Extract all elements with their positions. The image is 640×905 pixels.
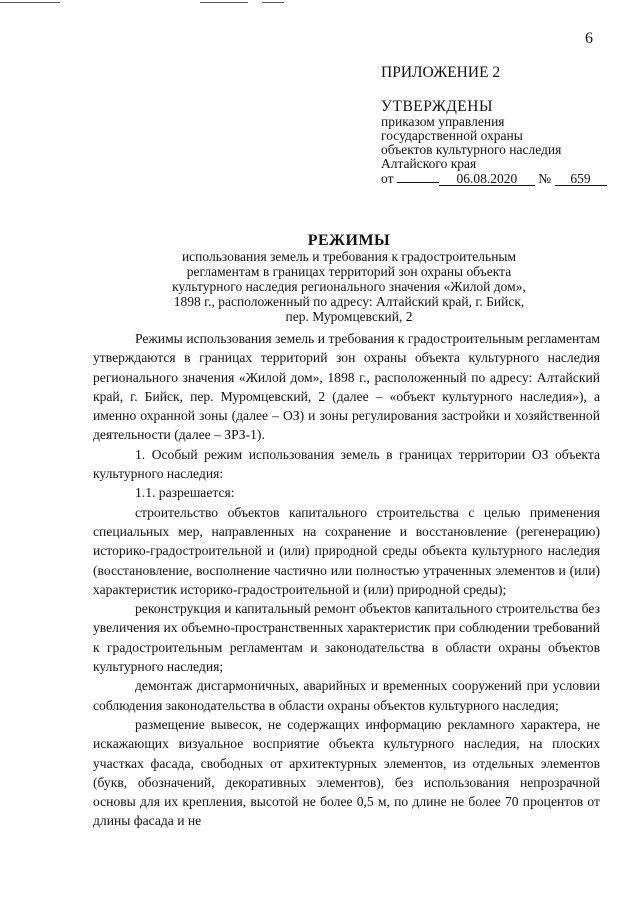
order-number: 659 xyxy=(555,172,607,186)
subtitle-line: использования земель и требования к градостроительным xyxy=(181,249,517,264)
order-line: государственной охраны xyxy=(381,128,523,143)
scan-mark-middle xyxy=(200,2,248,3)
number-label: № xyxy=(538,171,552,186)
subtitle-line: регламентам в границах территорий зон охраны объекта xyxy=(186,264,512,279)
list-paragraph: строительство объектов капитального строительства с целью применения специальных мер, направленных на сохранение и восстановление (регенерацию) историко-градостроительной и (или) природной среды объекта культурного наследия (восстановление, восполнение частично или полностью утраченных элементов и (или) характеристик историко-градостроительной и (или) природной среды); xyxy=(93,504,600,597)
list-paragraph: реконструкция и капитальный ремонт объектов капитального строительства без увеличения их объемно-пространственных характеристик при соблюдении требований к градостроительным регламентам и законодательства в области охраны объектов культурного наследия; xyxy=(93,601,600,675)
approved-heading: УТВЕРЖДЕНЫ xyxy=(381,98,493,115)
approval-block xyxy=(381,98,631,186)
date-blank-lead xyxy=(397,182,439,183)
subtitle-line: пер. Муромцевский, 2 xyxy=(285,309,413,324)
section-heading: 1. Особый режим использования земель в границах территории ОЗ объекта культурного наследия: xyxy=(93,446,600,482)
subtitle-line: 1898 г., расположенный по адресу: Алтайский край, г. Бийск, xyxy=(173,294,525,309)
order-issuer xyxy=(381,115,631,171)
subsection-heading: 1.1. разрешается: xyxy=(135,485,235,501)
order-line: Алтайского края xyxy=(381,156,477,171)
order-reference xyxy=(381,171,631,186)
appendix-heading: ПРИЛОЖЕНИЕ 2 xyxy=(381,64,501,81)
list-paragraph: демонтаж дисгармоничных, аварийных и временных сооружений при условии соблюдения законодательства в области охраны объектов культурного наследия; xyxy=(93,678,600,713)
order-line: объектов культурного наследия xyxy=(381,142,562,157)
page-number: 6 xyxy=(585,30,593,47)
subtitle-line: культурного наследия регионального значения «Жилой дом», xyxy=(172,279,526,294)
document-title: РЕЖИМЫ xyxy=(307,232,391,249)
intro-paragraph: Режимы использования земель и требования к градостроительным регламентам утверждаются в границах территорий зон охраны объекта культурного наследия регионального значения «Жилой дом», 1898 г., расположенный по адресу: Алтайский край, г. Бийск, пер. Муромцевский, 2 (далее – «объект культурного наследия»), а именно охранной зоны (далее – ОЗ) и зоны регулирования застройки и хозяйственной деятельности (далее – ЗРЗ-1). xyxy=(93,331,600,443)
list-paragraph: размещение вывесок, не содержащих информацию рекламного характера, не искажающих визуальное восприятие объекта культурного наследия, на плоских участках фасада, свободных от архитектурных элементов, из отдельных элементов (букв, обозначений, декоративных элементов), без использования непрозрачной основы для их крепления, высотой не более 0,5 м, по длине не более 70 процентов от длины фасада и не xyxy=(93,716,600,829)
order-date: 06.08.2020 xyxy=(439,172,535,186)
scan-mark-left xyxy=(0,2,60,3)
order-line: приказом управления xyxy=(381,114,505,129)
document-body xyxy=(93,329,600,831)
from-label: от xyxy=(381,171,394,186)
scan-mark-right xyxy=(262,2,284,3)
document-title-block xyxy=(93,233,605,324)
